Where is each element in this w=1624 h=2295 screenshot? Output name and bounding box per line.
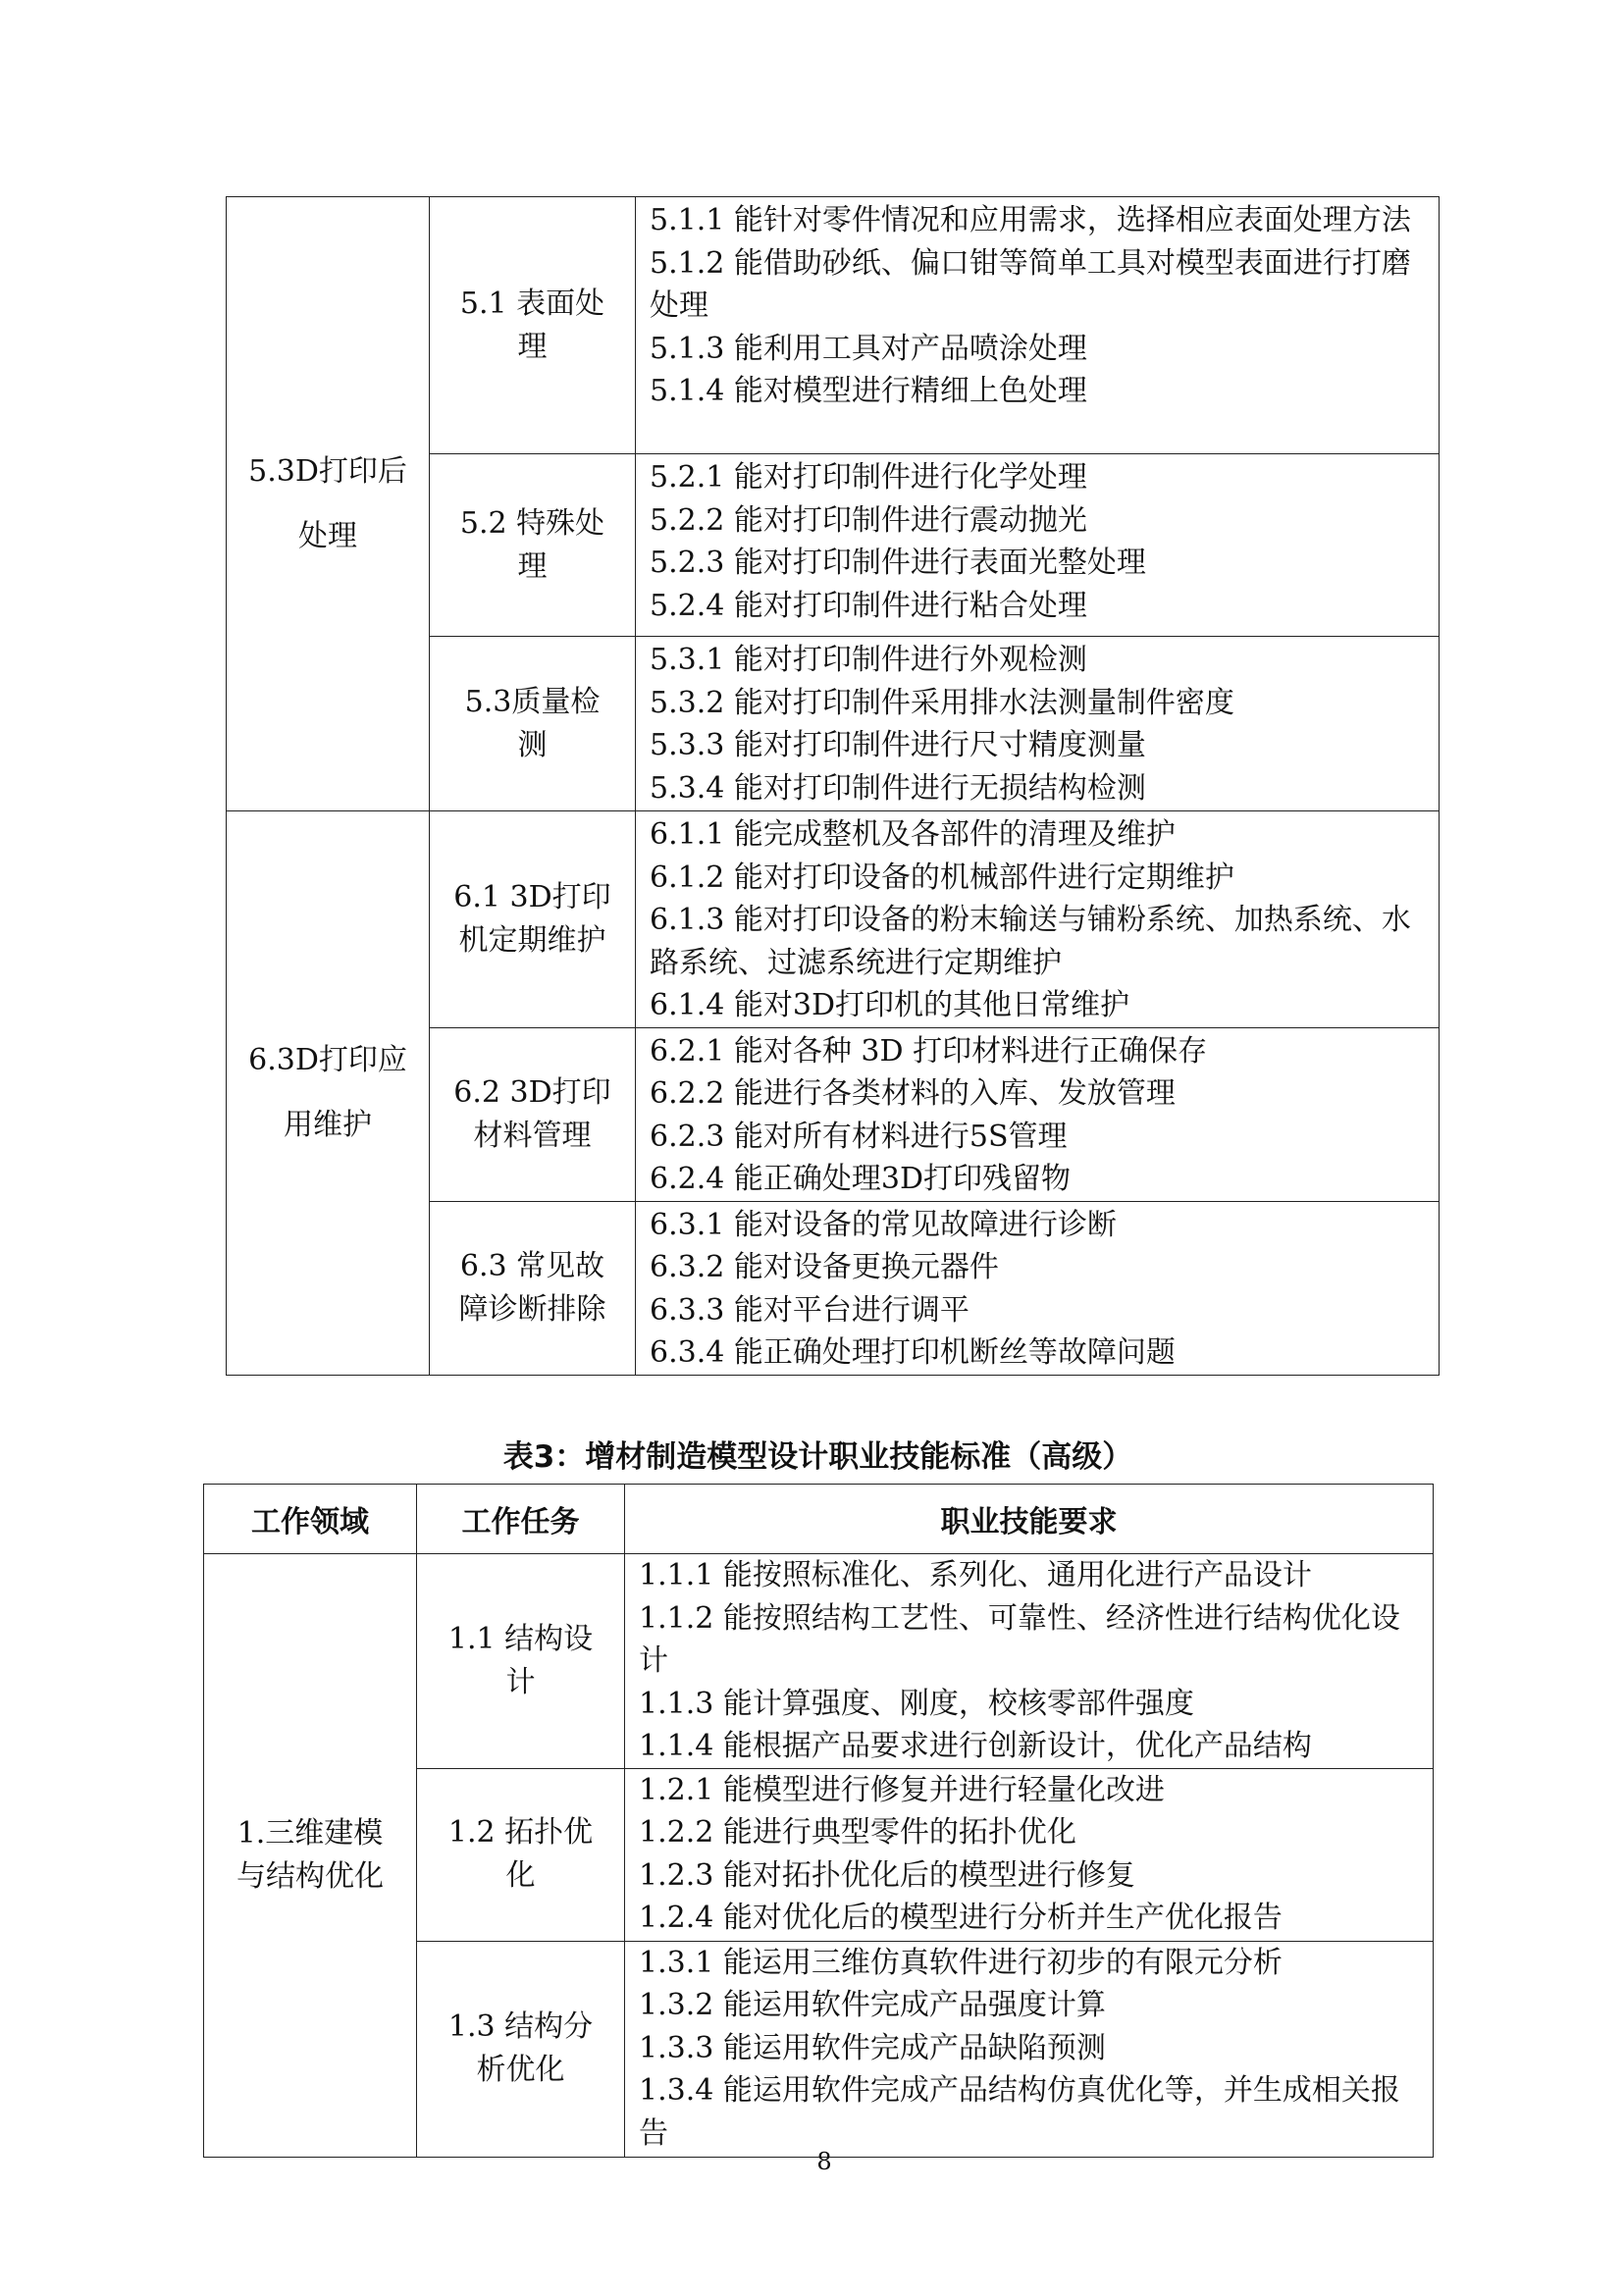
skill-item: 5.3.2 能对打印制件采用排水法测量制件密度 <box>650 685 1234 720</box>
skill-item: 5.3.1 能对打印制件进行外观检测 <box>650 643 1087 677</box>
column-header-work-area: 工作领域 <box>204 1485 417 1554</box>
skill-item: 6.3.4 能正确处理打印机断丝等故障问题 <box>650 1335 1176 1370</box>
work-task-cell: 5.3质量检测 <box>430 637 636 811</box>
skill-item: 1.2.4 能对优化后的模型进行分析并生产优化报告 <box>639 1901 1283 1935</box>
skill-requirements-cell <box>625 1554 1434 1769</box>
skill-item: 6.1.2 能对打印设备的机械部件进行定期维护 <box>650 860 1234 895</box>
skill-item: 6.3.3 能对平台进行调平 <box>650 1292 969 1328</box>
work-task-cell: 5.1 表面处理 <box>430 197 636 454</box>
skill-requirements-cell <box>625 1941 1434 2157</box>
skill-item: 6.1.3 能对打印设备的粉末输送与铺粉系统、加热系统、水路系统、过滤系统进行定期维护 <box>650 903 1411 980</box>
skill-item: 5.1.2 能借助砂纸、偏口钳等简单工具对模型表面进行打磨处理 <box>650 245 1411 323</box>
table-header-row <box>204 1485 1434 1554</box>
table-row <box>227 197 1440 454</box>
skill-item: 5.3.3 能对打印制件进行尺寸精度测量 <box>650 728 1146 762</box>
skill-item: 6.2.4 能正确处理3D打印残留物 <box>650 1162 1072 1196</box>
skill-item: 1.1.1 能按照标准化、系列化、通用化进行产品设计 <box>639 1558 1312 1592</box>
skill-item: 1.3.1 能运用三维仿真软件进行初步的有限元分析 <box>639 1945 1283 1980</box>
skill-item: 6.2.1 能对各种 3D 打印材料进行正确保存 <box>650 1033 1208 1069</box>
table-row <box>204 1554 1434 1769</box>
skill-item: 6.1.4 能对3D打印机的其他日常维护 <box>650 988 1130 1022</box>
skill-item: 1.1.2 能按照结构工艺性、可靠性、经济性进行结构优化设计 <box>639 1600 1400 1678</box>
skill-item: 5.1.3 能利用工具对产品喷涂处理 <box>650 331 1087 366</box>
skill-requirements-cell <box>636 1027 1440 1201</box>
skill-item: 5.2.3 能对打印制件进行表面光整处理 <box>650 546 1146 580</box>
skill-requirements-cell <box>636 454 1440 637</box>
table-row <box>227 811 1440 1028</box>
table-caption: 表3：增材制造模型设计职业技能标准（高级） <box>502 1439 1133 1475</box>
skill-requirements-cell <box>636 637 1440 811</box>
skills-table-advanced <box>203 1484 1434 2158</box>
skill-requirements-cell <box>636 811 1440 1028</box>
work-area-cell: 1.三维建模与结构优化 <box>204 1554 417 2158</box>
skill-item: 5.2.4 能对打印制件进行粘合处理 <box>650 588 1087 623</box>
work-task-cell: 6.3 常见故障诊断排除 <box>430 1201 636 1375</box>
page-number: 8 <box>816 2148 832 2175</box>
work-task-cell: 5.2 特殊处理 <box>430 454 636 637</box>
skill-item: 5.3.4 能对打印制件进行无损结构检测 <box>650 770 1146 806</box>
skill-requirements-cell <box>636 1201 1440 1375</box>
skills-table-continued <box>226 196 1440 1376</box>
skill-item: 1.3.2 能运用软件完成产品强度计算 <box>639 1988 1106 2022</box>
work-area-cell: 6.3D打印应用维护 <box>227 811 430 1376</box>
skill-item: 6.2.2 能进行各类材料的入库、发放管理 <box>650 1076 1176 1111</box>
skill-item: 5.1.4 能对模型进行精细上色处理 <box>650 374 1087 408</box>
skill-item: 6.3.1 能对设备的常见故障进行诊断 <box>650 1207 1117 1242</box>
skill-item: 5.2.1 能对打印制件进行化学处理 <box>650 460 1087 495</box>
skill-item: 1.1.3 能计算强度、刚度，校核零部件强度 <box>639 1686 1194 1721</box>
skill-item: 5.2.2 能对打印制件进行震动抛光 <box>650 502 1087 538</box>
skill-item: 6.3.2 能对设备更换元器件 <box>650 1250 999 1284</box>
work-task-cell: 1.2 拓扑优化 <box>417 1768 625 1941</box>
skill-item: 6.2.3 能对所有材料进行5S管理 <box>650 1119 1068 1154</box>
column-header-skill-requirements: 职业技能要求 <box>625 1485 1434 1554</box>
skill-item: 1.2.1 能模型进行修复并进行轻量化改进 <box>639 1772 1165 1807</box>
skill-item: 1.3.4 能运用软件完成产品结构仿真优化等，并生成相关报告 <box>639 2073 1400 2151</box>
skill-requirements-cell <box>625 1768 1434 1941</box>
skill-item: 6.1.1 能完成整机及各部件的清理及维护 <box>650 817 1176 852</box>
skill-item: 1.1.4 能根据产品要求进行创新设计，优化产品结构 <box>639 1729 1312 1763</box>
work-area-cell: 5.3D打印后处理 <box>227 197 430 811</box>
work-task-cell: 6.1 3D打印机定期维护 <box>430 811 636 1028</box>
skill-item: 5.1.1 能针对零件情况和应用需求，选择相应表面处理方法 <box>650 203 1411 237</box>
skill-requirements-cell <box>636 197 1440 454</box>
skill-item: 1.2.2 能进行典型零件的拓扑优化 <box>639 1815 1076 1850</box>
skill-item: 1.3.3 能运用软件完成产品缺陷预测 <box>639 2030 1106 2065</box>
work-task-cell: 6.2 3D打印材料管理 <box>430 1027 636 1201</box>
column-header-work-task: 工作任务 <box>417 1485 625 1554</box>
work-task-cell: 1.3 结构分析优化 <box>417 1941 625 2157</box>
skill-item: 1.2.3 能对拓扑优化后的模型进行修复 <box>639 1857 1135 1893</box>
work-task-cell: 1.1 结构设计 <box>417 1554 625 1769</box>
